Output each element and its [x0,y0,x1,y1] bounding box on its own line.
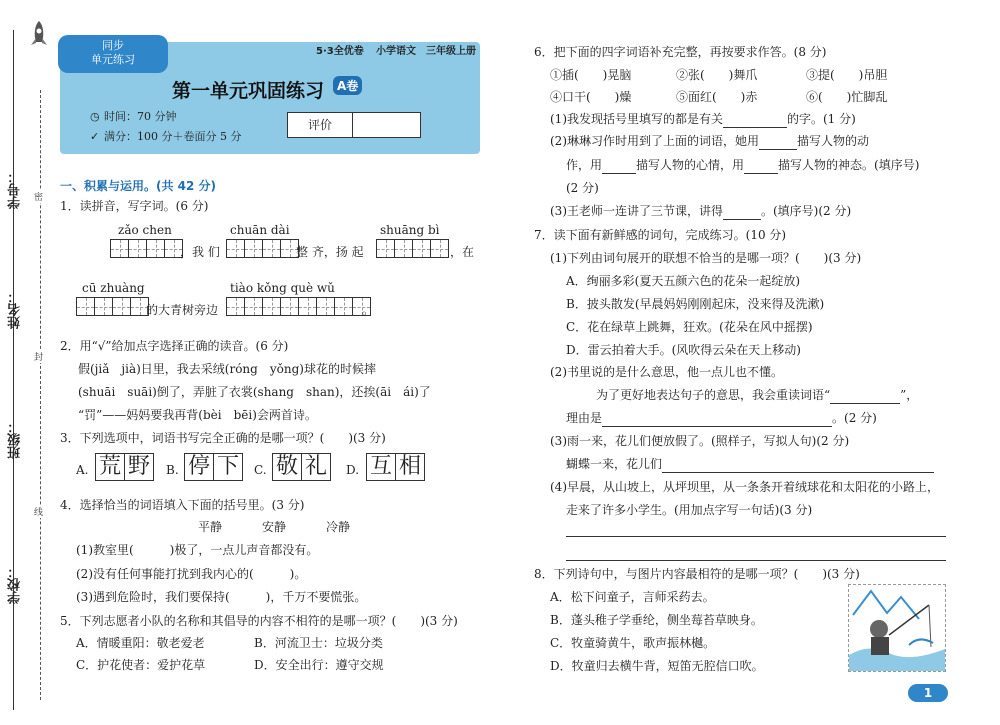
page-title: 第一单元巩固练习 [172,80,325,102]
q7-answer-line-2[interactable] [566,560,946,561]
q3-option-c-label: C. [254,463,267,477]
q3-option-a-label: A. [76,463,89,477]
q7-blank-sentence[interactable] [662,456,934,473]
q7-option-a[interactable]: A．绚丽多彩(夏天五颜六色的花朵一起绽放) [566,274,801,288]
seal-mark-1: 密 [34,190,43,203]
q6-blank-5[interactable] [723,203,761,220]
page-number-badge [908,684,948,702]
seal-mark-2: 封 [34,350,43,363]
rocket-icon [28,20,50,50]
q1-stem: 1．读拼音，写字词。(6 分) [60,199,209,213]
q7-blank-word[interactable] [830,387,900,404]
q4-word-1: 平静 [198,520,223,534]
clock-icon: ◷ [90,110,100,123]
q4-word-3: 冷静 [326,520,351,534]
q1-text-3: ，在 [450,245,475,259]
q3-option-d[interactable]: 互 相 [366,453,424,481]
q7-sub-1: (1)下列由词句展开的联想不恰当的是哪一项？( )(3 分) [550,251,862,265]
q4-sentence-1: (1)教室里( )极了，一点儿声音都没有。 [76,543,319,557]
q5-option-b[interactable]: B．河流卫士：垃圾分类 [254,636,383,650]
name-label: 姓名： [8,290,23,329]
class-label: 班级： [8,420,23,459]
q7-stem: 7．读下面有新鲜感的词句，完成练习。(10 分) [534,228,787,242]
q6-sub-3: (3)王老师一连讲了三节课，讲得 。(填序号)(2 分) [550,204,852,218]
q6-word-1[interactable]: ①插( )晃脑 [550,68,632,82]
q3-option-d-label: D. [346,463,360,477]
q1-boxes-5[interactable] [226,297,370,320]
series-label: 5·3全优卷 [316,46,364,57]
q1-pinyin-2: chuān dài [230,223,290,237]
evaluation-label: 评价 [288,113,353,137]
q7-blank-reason[interactable] [602,410,832,427]
q4-stem: 4．选择恰当的词语填入下面的括号里。(3 分) [60,498,305,512]
q6-blank-3[interactable] [602,157,636,174]
q3-option-b-label: B. [166,463,179,477]
q6-sub-1: (1)我发现括号里填写的都是有关 的字。(1 分) [550,112,856,126]
full-score: 满分：100 分＋卷面分 5 分 [104,130,242,143]
q2-line-2: (shuāi suāi)倒了，弄脏了衣裳(shang shan)，还挨(āi ái)了 [78,385,431,399]
q5-option-a[interactable]: A．情暖重阳：敬老爱老 [76,636,205,650]
subject-label: 小学语文 [376,46,416,57]
q6-stem: 6．把下面的四字词语补充完整，再按要求作答。(8 分) [534,45,827,59]
q1-text-5: 。 [362,303,375,317]
q3-option-b[interactable]: 停 下 [184,453,242,481]
section-title: 一、积累与运用。(共 42 分) [60,179,217,193]
evaluation-box [287,112,421,138]
q6-word-4[interactable]: ④口干( )燥 [550,90,632,104]
q2-line-3: “罚”——妈妈要我再背(bèi bēi)会两首诗。 [78,408,317,422]
q7-answer-line-1[interactable] [566,536,946,537]
q1-text-4: 的大青树旁边 [146,303,219,317]
q8-option-d[interactable]: D．牧童归去横牛背，短笛无腔信口吹。 [550,659,764,673]
q6-sub-2: (2)琳琳习作时用到了上面的词语，她用 描写人物的动 [550,134,870,148]
q1-pinyin-4: cū zhuàng [82,281,145,295]
q5-option-c[interactable]: C．护花使者：爱护花草 [76,658,206,672]
version-badge: A卷 [333,76,362,95]
grade-label: 三年级上册 [426,46,476,57]
q6-blank-2[interactable] [759,133,797,150]
q1-text-2: 整 齐，扬 起 [296,245,364,259]
q1-pinyin-1: zǎo chen [118,223,172,237]
time-limit: 时间：70 分钟 [104,110,177,123]
student-id-label: 学号： [8,170,23,209]
q7-sub-2-line: 为了更好地表达句子的意思，我会重读词语“ ”， [596,388,919,402]
q4-sentence-2: (2)没有任何事能打扰到我内心的( )。 [76,567,307,581]
check-icon: ✓ [90,130,100,143]
q7-sub-4: (4)早晨，从山坡上，从坪坝里，从一条条开着绒球花和太阳花的小路上， [550,480,940,494]
seal-dashed-line [40,90,41,700]
q6-blank-4[interactable] [744,157,778,174]
q6-sub-2-score: (2 分) [566,181,599,195]
q2-stem: 2．用“√”给加点字选择正确的读音。(6 分) [60,339,289,353]
q3-option-a[interactable]: 荒 野 [95,453,153,481]
seal-mark-3: 线 [34,505,43,518]
binding-line [13,30,14,710]
q6-word-5[interactable]: ⑤面红( )赤 [676,90,758,104]
q7-sub-2-reason: 理由是 。(2 分) [566,411,877,425]
q1-text-1: ，我 们 [180,245,220,259]
q7-sub-3-line: 蝴蝶一来，花儿们 [566,456,934,473]
q7-option-b[interactable]: B．披头散发(早晨妈妈刚刚起床，没来得及洗漱) [566,297,825,311]
q2-line-1: 假(jiǎ jià)日里，我去采绒(róng yǒng)球花的时候摔 [78,362,376,376]
q3-option-c[interactable]: 敬 礼 [272,453,330,481]
q1-boxes-1[interactable] [110,239,182,262]
q7-sub-3: (3)雨一来，花儿们便放假了。(照样子，写拟人句)(2 分) [550,434,850,448]
q1-boxes-2[interactable] [226,239,298,262]
q5-stem: 5．下列志愿者小队的名称和其倡导的内容不相符的是哪一项？( )(3 分) [60,614,458,628]
school-label: 学校： [8,565,23,604]
page-number: 1 [923,686,933,700]
q5-option-d[interactable]: D．安全出行：遵守交规 [254,658,384,672]
q6-word-6[interactable]: ⑥( )忙脚乱 [806,90,888,104]
q7-sub-2: (2)书里说的是什么意思，他一点儿也不懂。 [550,365,783,379]
q8-option-c[interactable]: C．牧童骑黄牛，歌声振林樾。 [550,636,716,650]
q1-pinyin-3: shuāng bì [380,223,440,237]
q1-boxes-4[interactable] [76,297,148,320]
q6-word-3[interactable]: ③提( )吊胆 [806,68,888,82]
q3-stem: 3．下列选项中，词语书写完全正确的是哪一项？( )(3 分) [60,431,386,445]
unit-badge: 同步 单元练习 [58,35,168,73]
q8-option-a[interactable]: A．松下问童子，言师采药去。 [550,590,715,604]
q7-option-c[interactable]: C．花在绿草上跳舞，狂欢。(花朵在风中摇摆) [566,320,813,334]
q8-stem: 8．下列诗句中，与图片内容最相符的是哪一项？( )(3 分) [534,567,860,581]
q4-sentence-3: (3)遇到危险时，我们要保持( )，千万不要慌张。 [76,590,367,604]
q8-illustration [848,584,946,672]
q4-word-2: 安静 [262,520,287,534]
q7-sub-4-cont: 走来了许多小学生。(用加点字写一句话)(3 分) [566,503,813,517]
q1-pinyin-5: tiào kǒng què wǔ [230,281,335,295]
q7-option-d[interactable]: D．雷云拍着大手。(风吹得云朵在天上移动) [566,343,801,357]
q6-word-2[interactable]: ②张( )舞爪 [676,68,758,82]
q6-sub-2-cont: 作，用 描写人物的心情，用 描写人物的神态。(填序号) [566,158,920,172]
q6-blank-1[interactable] [723,111,787,128]
q8-option-b[interactable]: B．蓬头稚子学垂纶，侧坐莓苔草映身。 [550,613,763,627]
q1-boxes-3[interactable] [376,239,448,262]
